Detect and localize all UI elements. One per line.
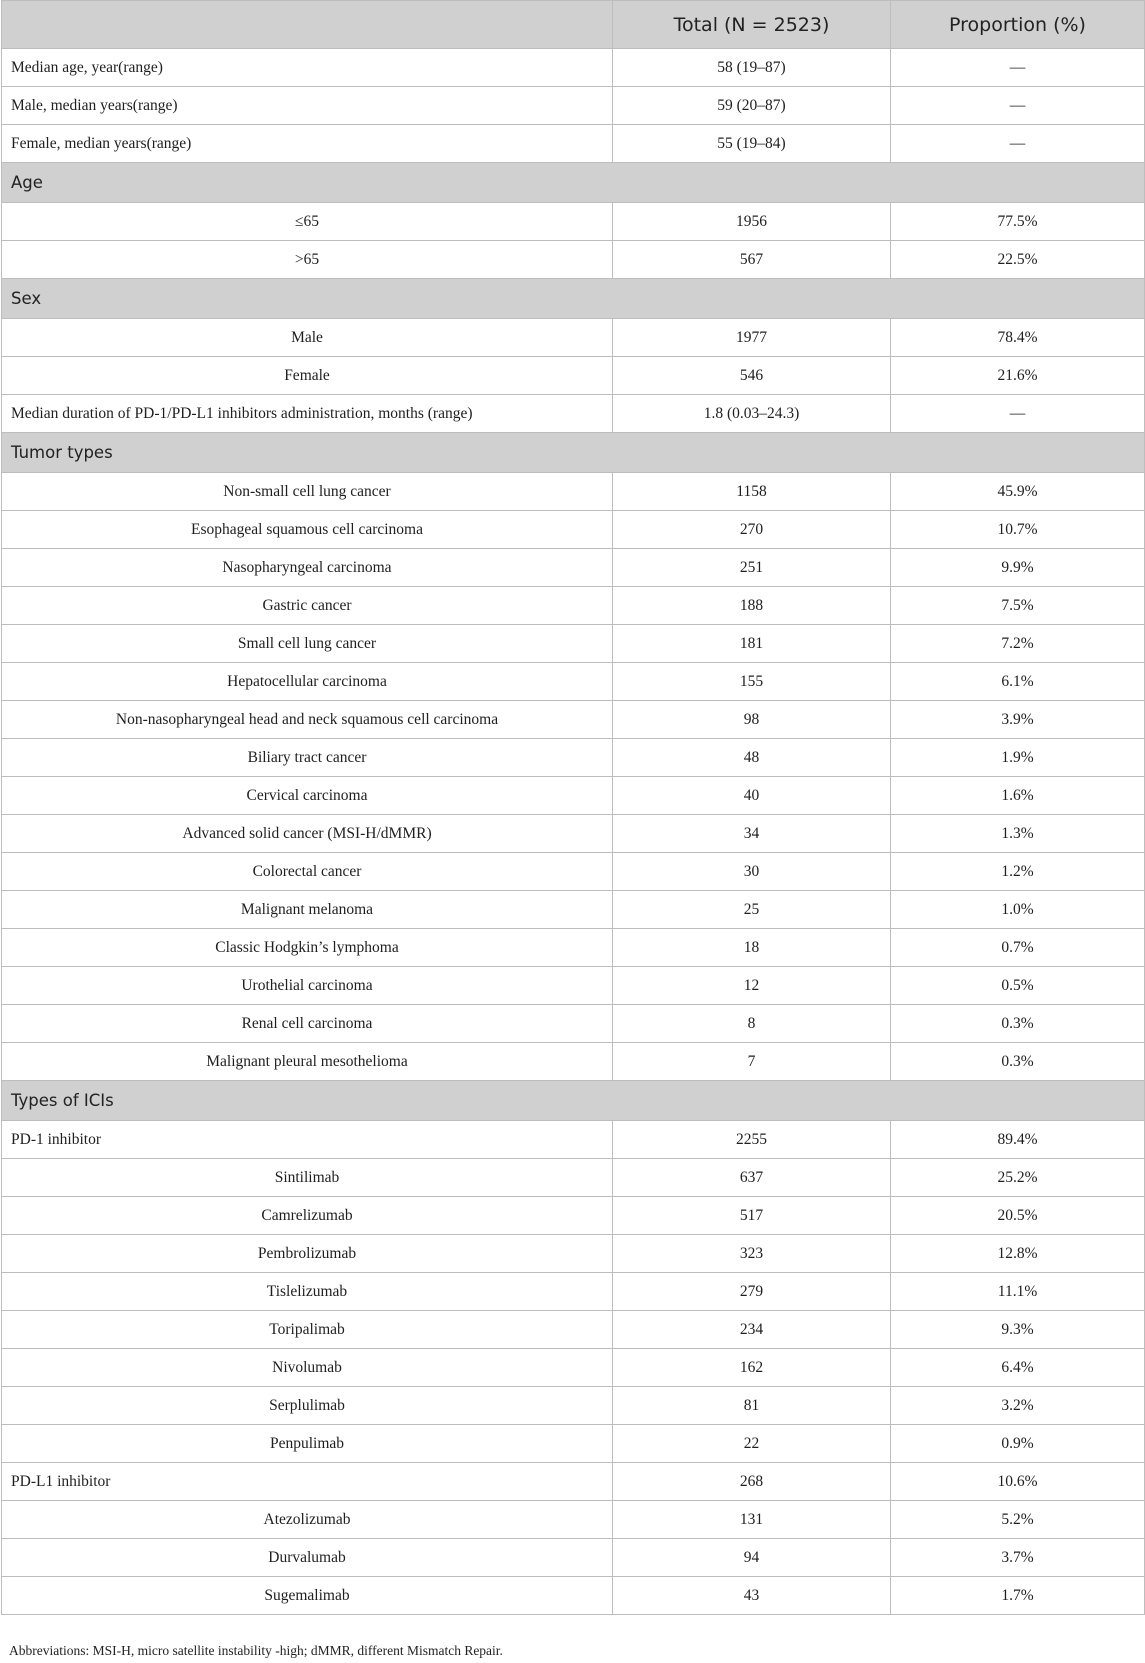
- row-total: 1956: [613, 203, 891, 241]
- row-total: 268: [613, 1463, 891, 1501]
- table-row: [2, 125, 1145, 163]
- table-row: [2, 853, 1145, 891]
- row-label: Serplulimab: [2, 1387, 613, 1425]
- row-proportion: 3.2%: [891, 1387, 1145, 1425]
- row-label: Sintilimab: [2, 1159, 613, 1197]
- row-proportion: 9.9%: [891, 549, 1145, 587]
- table-row: [2, 203, 1145, 241]
- row-proportion: 0.3%: [891, 1043, 1145, 1081]
- row-proportion: 3.9%: [891, 701, 1145, 739]
- table-row: [2, 701, 1145, 739]
- row-proportion: 1.6%: [891, 777, 1145, 815]
- row-proportion: —: [891, 87, 1145, 125]
- row-label: Nasopharyngeal carcinoma: [2, 549, 613, 587]
- row-proportion: 7.2%: [891, 625, 1145, 663]
- row-total: 567: [613, 241, 891, 279]
- row-proportion: 0.3%: [891, 1005, 1145, 1043]
- table-row: [2, 587, 1145, 625]
- row-total: 7: [613, 1043, 891, 1081]
- table-header: [2, 1, 1145, 49]
- row-proportion: 7.5%: [891, 587, 1145, 625]
- row-total: 251: [613, 549, 891, 587]
- section-header-row: [2, 279, 1145, 319]
- row-label: Atezolizumab: [2, 1501, 613, 1539]
- row-label: Male: [2, 319, 613, 357]
- row-label: Small cell lung cancer: [2, 625, 613, 663]
- row-proportion: 1.0%: [891, 891, 1145, 929]
- row-proportion: —: [891, 49, 1145, 87]
- row-proportion: 10.6%: [891, 1463, 1145, 1501]
- row-total: 181: [613, 625, 891, 663]
- row-proportion: 20.5%: [891, 1197, 1145, 1235]
- table-row: [2, 1121, 1145, 1159]
- table-row: [2, 1539, 1145, 1577]
- table-row: [2, 1273, 1145, 1311]
- table-row: [2, 929, 1145, 967]
- section-header-row: [2, 433, 1145, 473]
- row-total: 1977: [613, 319, 891, 357]
- row-total: 546: [613, 357, 891, 395]
- row-total: 22: [613, 1425, 891, 1463]
- row-proportion: 0.9%: [891, 1425, 1145, 1463]
- table-row: [2, 967, 1145, 1005]
- row-proportion: 25.2%: [891, 1159, 1145, 1197]
- table-row: [2, 663, 1145, 701]
- row-total: 55 (19–84): [613, 125, 891, 163]
- row-label: PD-1 inhibitor: [2, 1121, 613, 1159]
- row-label: Classic Hodgkin’s lymphoma: [2, 929, 613, 967]
- row-proportion: 1.3%: [891, 815, 1145, 853]
- row-total: 12: [613, 967, 891, 1005]
- row-total: 517: [613, 1197, 891, 1235]
- section-header-row: [2, 163, 1145, 203]
- row-total: 48: [613, 739, 891, 777]
- row-total: 98: [613, 701, 891, 739]
- row-total: 58 (19–87): [613, 49, 891, 87]
- row-label: Cervical carcinoma: [2, 777, 613, 815]
- row-proportion: 22.5%: [891, 241, 1145, 279]
- table-row: [2, 87, 1145, 125]
- section-header-row: [2, 1081, 1145, 1121]
- row-total: 188: [613, 587, 891, 625]
- row-proportion: 6.1%: [891, 663, 1145, 701]
- row-proportion: 89.4%: [891, 1121, 1145, 1159]
- row-proportion: 11.1%: [891, 1273, 1145, 1311]
- row-proportion: 5.2%: [891, 1501, 1145, 1539]
- row-label: Gastric cancer: [2, 587, 613, 625]
- table-row: [2, 549, 1145, 587]
- table-row: [2, 1159, 1145, 1197]
- row-label: ≤65: [2, 203, 613, 241]
- row-label: Female: [2, 357, 613, 395]
- header-row: [2, 1, 1145, 49]
- table-row: [2, 511, 1145, 549]
- table-row: [2, 1577, 1145, 1615]
- table-row: [2, 1197, 1145, 1235]
- abbreviations-footnote: Abbreviations: MSI-H, micro satellite instability -high; dMMR, different Mismatch Repair.: [9, 1643, 503, 1658]
- table-row: [2, 1501, 1145, 1539]
- table-row: [2, 395, 1145, 433]
- row-proportion: 1.7%: [891, 1577, 1145, 1615]
- row-total: 323: [613, 1235, 891, 1273]
- header-total: Total (N = 2523): [613, 1, 891, 49]
- row-total: 155: [613, 663, 891, 701]
- row-total: 162: [613, 1349, 891, 1387]
- table-row: [2, 891, 1145, 929]
- row-label: >65: [2, 241, 613, 279]
- row-proportion: 45.9%: [891, 473, 1145, 511]
- table-row: [2, 625, 1145, 663]
- row-proportion: 10.7%: [891, 511, 1145, 549]
- row-proportion: 6.4%: [891, 1349, 1145, 1387]
- row-total: 8: [613, 1005, 891, 1043]
- table-row: [2, 1349, 1145, 1387]
- table-body: [2, 49, 1145, 1615]
- table-row: [2, 1043, 1145, 1081]
- row-total: 270: [613, 511, 891, 549]
- table-row: [2, 1235, 1145, 1273]
- row-total: 279: [613, 1273, 891, 1311]
- row-label: Female, median years(range): [2, 125, 613, 163]
- row-label: PD-L1 inhibitor: [2, 1463, 613, 1501]
- row-total: 25: [613, 891, 891, 929]
- table-row: [2, 1311, 1145, 1349]
- row-total: 131: [613, 1501, 891, 1539]
- row-label: Median duration of PD-1/PD-L1 inhibitors administration, months (range): [2, 395, 613, 433]
- row-proportion: 3.7%: [891, 1539, 1145, 1577]
- row-proportion: 1.9%: [891, 739, 1145, 777]
- row-total: 18: [613, 929, 891, 967]
- row-proportion: —: [891, 125, 1145, 163]
- row-total: 34: [613, 815, 891, 853]
- table-row: [2, 1387, 1145, 1425]
- row-total: 81: [613, 1387, 891, 1425]
- row-label: Male, median years(range): [2, 87, 613, 125]
- row-proportion: 12.8%: [891, 1235, 1145, 1273]
- row-label: Malignant pleural mesothelioma: [2, 1043, 613, 1081]
- table-row: [2, 1425, 1145, 1463]
- row-proportion: 21.6%: [891, 357, 1145, 395]
- row-total: 1158: [613, 473, 891, 511]
- table-row: [2, 739, 1145, 777]
- row-label: Non-nasopharyngeal head and neck squamous cell carcinoma: [2, 701, 613, 739]
- row-label: Median age, year(range): [2, 49, 613, 87]
- table-row: [2, 777, 1145, 815]
- row-label: Hepatocellular carcinoma: [2, 663, 613, 701]
- row-label: Penpulimab: [2, 1425, 613, 1463]
- section-label: Age: [2, 163, 1145, 203]
- table-row: [2, 815, 1145, 853]
- section-label: Types of ICIs: [2, 1081, 1145, 1121]
- row-total: 637: [613, 1159, 891, 1197]
- table-row: [2, 357, 1145, 395]
- row-label: Renal cell carcinoma: [2, 1005, 613, 1043]
- row-label: Durvalumab: [2, 1539, 613, 1577]
- row-label: Malignant melanoma: [2, 891, 613, 929]
- row-label: Toripalimab: [2, 1311, 613, 1349]
- row-proportion: 0.7%: [891, 929, 1145, 967]
- row-proportion: 77.5%: [891, 203, 1145, 241]
- row-label: Biliary tract cancer: [2, 739, 613, 777]
- row-total: 59 (20–87): [613, 87, 891, 125]
- row-label: Urothelial carcinoma: [2, 967, 613, 1005]
- row-label: Advanced solid cancer (MSI-H/dMMR): [2, 815, 613, 853]
- row-label: Non-small cell lung cancer: [2, 473, 613, 511]
- row-total: 2255: [613, 1121, 891, 1159]
- row-proportion: 0.5%: [891, 967, 1145, 1005]
- row-label: Esophageal squamous cell carcinoma: [2, 511, 613, 549]
- table-row: [2, 241, 1145, 279]
- row-label: Tislelizumab: [2, 1273, 613, 1311]
- row-label: Camrelizumab: [2, 1197, 613, 1235]
- row-total: 30: [613, 853, 891, 891]
- row-proportion: 9.3%: [891, 1311, 1145, 1349]
- characteristics-table: [1, 0, 1145, 1615]
- table-row: [2, 1005, 1145, 1043]
- row-label: Sugemalimab: [2, 1577, 613, 1615]
- table-row: [2, 49, 1145, 87]
- section-label: Tumor types: [2, 433, 1145, 473]
- row-proportion: 78.4%: [891, 319, 1145, 357]
- characteristics-table-container: [1, 0, 1144, 1615]
- section-label: Sex: [2, 279, 1145, 319]
- header-proportion: Proportion (%): [891, 1, 1145, 49]
- row-total: 40: [613, 777, 891, 815]
- table-row: [2, 319, 1145, 357]
- table-row: [2, 473, 1145, 511]
- row-total: 43: [613, 1577, 891, 1615]
- row-label: Pembrolizumab: [2, 1235, 613, 1273]
- row-proportion: 1.2%: [891, 853, 1145, 891]
- header-characteristic: [2, 1, 613, 49]
- row-label: Nivolumab: [2, 1349, 613, 1387]
- row-total: 1.8 (0.03–24.3): [613, 395, 891, 433]
- row-label: Colorectal cancer: [2, 853, 613, 891]
- table-row: [2, 1463, 1145, 1501]
- row-total: 234: [613, 1311, 891, 1349]
- row-proportion: —: [891, 395, 1145, 433]
- row-total: 94: [613, 1539, 891, 1577]
